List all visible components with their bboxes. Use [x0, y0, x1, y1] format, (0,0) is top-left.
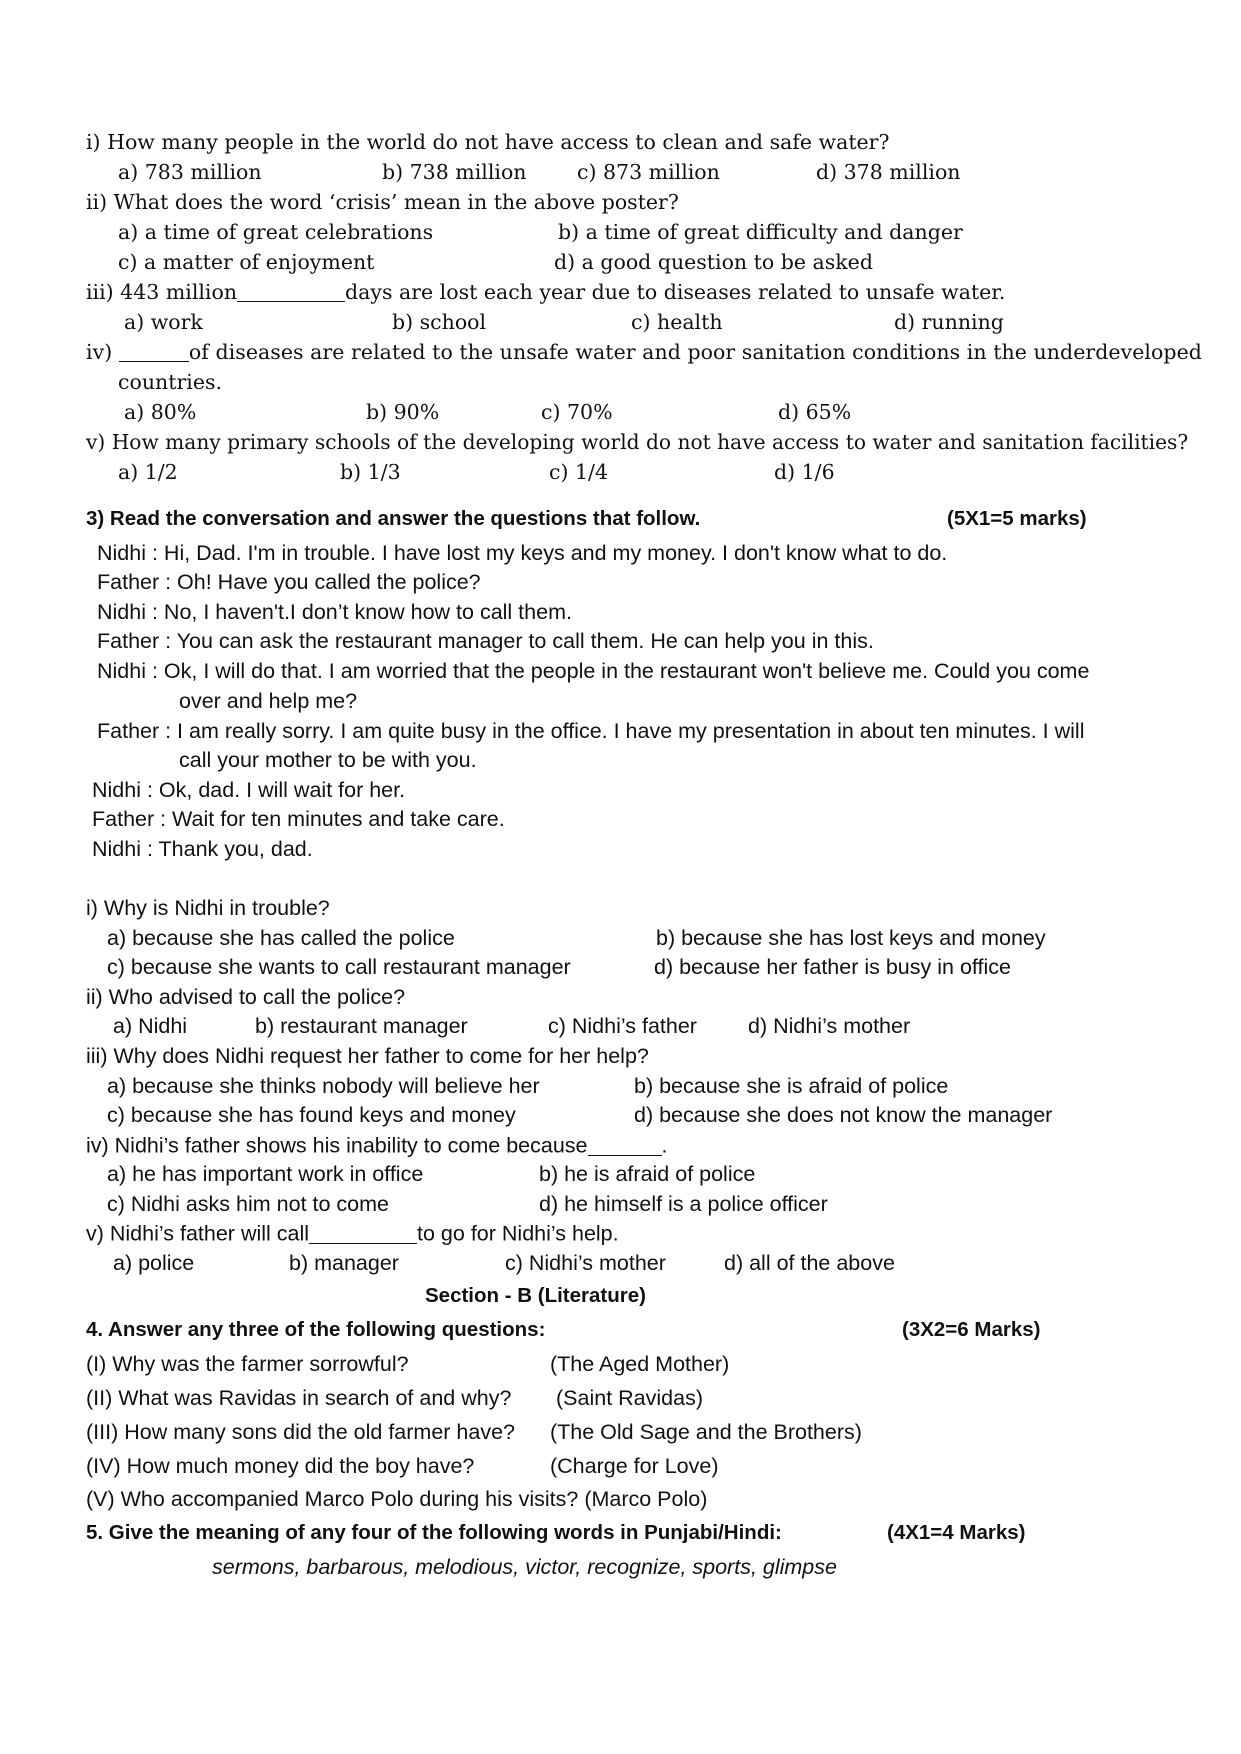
dialogue-line: Father : You can ask the restaurant manager to call them. He can help you in this. [97, 629, 874, 653]
question-suffix: . [661, 1133, 668, 1158]
marks-label: (5X1=5 marks) [947, 507, 1087, 530]
option-c: c) 873 million [577, 160, 720, 184]
option-a: a) 80% [124, 400, 197, 424]
option-d: d) because she does not know the manager [634, 1103, 1053, 1127]
dialogue-line: Nidhi : Thank you, dad. [92, 837, 313, 861]
question-suffix: of diseases are related to the unsafe water and poor sanitation conditions in the underdeveloped [188, 340, 1202, 364]
option-a: a) he has important work in office [107, 1162, 424, 1186]
option-b: b) school [392, 310, 487, 334]
question-text: iii) Why does Nidhi request her father to come for her help? [86, 1044, 649, 1068]
question-continuation: countries. [118, 370, 222, 394]
option-d: d) 65% [778, 400, 852, 424]
option-a: a) 1/2 [118, 460, 178, 484]
option-a: a) 783 million [118, 160, 262, 184]
literature-source: (Saint Ravidas) [556, 1386, 703, 1410]
option-d: d) all of the above [724, 1251, 895, 1275]
section-heading: 4. Answer any three of the following questions: [86, 1318, 546, 1341]
option-b: b) he is afraid of police [539, 1162, 756, 1186]
option-d: d) 1/6 [774, 460, 835, 484]
literature-question: (IV) How much money did the boy have? [86, 1454, 475, 1478]
dialogue-line: Father : Oh! Have you called the police? [97, 570, 481, 594]
option-a: a) a time of great celebrations [118, 220, 434, 244]
section-heading: 3) Read the conversation and answer the questions that follow. [86, 507, 701, 530]
option-d: d) because her father is busy in office [654, 955, 1011, 979]
option-d: d) a good question to be asked [554, 250, 873, 274]
literature-source: (The Aged Mother) [550, 1352, 730, 1376]
dialogue-line: Father : Wait for ten minutes and take care. [92, 807, 505, 831]
question-suffix: to go for Nidhi’s help. [417, 1221, 619, 1246]
question-text: i) How many people in the world do not have access to clean and safe water? [86, 130, 890, 154]
option-a: a) because she has called the police [107, 926, 455, 950]
literature-question: (II) What was Ravidas in search of and why? [86, 1386, 512, 1410]
question-text: ii) What does the word ‘crisis’ mean in the above poster? [86, 190, 679, 214]
dialogue-line: Father : I am really sorry. I am quite busy in the office. I have my presentation in about ten minutes. I will [97, 719, 1085, 743]
section-heading: 5. Give the meaning of any four of the following words in Punjabi/Hindi: [86, 1521, 782, 1544]
question-text: ii) Who advised to call the police? [86, 985, 406, 1009]
question-text: i) Why is Nidhi in trouble? [86, 896, 330, 920]
marks-label: (4X1=4 Marks) [887, 1521, 1026, 1544]
section-title: Section - B (Literature) [425, 1284, 646, 1307]
answer-blank [119, 341, 189, 363]
question-text: v) How many primary schools of the developing world do not have access to water and sanitation facilities? [86, 430, 1189, 454]
dialogue-line: Nidhi : No, I haven't.I don’t know how to call them. [97, 600, 572, 624]
marks-label: (3X2=6 Marks) [902, 1318, 1041, 1341]
option-c: c) Nidhi asks him not to come [107, 1192, 389, 1216]
option-b: b) restaurant manager [255, 1014, 468, 1038]
option-c: c) a matter of enjoyment [118, 250, 375, 274]
answer-blank [309, 1221, 417, 1244]
option-c: c) 70% [541, 400, 613, 424]
literature-question: (I) Why was the farmer sorrowful? [86, 1352, 409, 1376]
dialogue-line: Nidhi : Hi, Dad. I'm in trouble. I have lost my keys and my money. I don't know what to do. [97, 541, 948, 565]
literature-question [86, 1487, 707, 1513]
option-b: b) 738 million [382, 160, 527, 184]
literature-source: (Marco Polo) [584, 1487, 708, 1511]
question-text [86, 340, 1202, 365]
question-text [86, 1221, 619, 1247]
dialogue-line: Nidhi : Ok, dad. I will wait for her. [92, 778, 406, 802]
option-b: b) because she has lost keys and money [656, 926, 1046, 950]
answer-blank [588, 1133, 662, 1156]
option-b: b) 1/3 [340, 460, 401, 484]
option-a: a) Nidhi [113, 1014, 188, 1038]
question-text [86, 280, 1005, 305]
word-list: sermons, barbarous, melodious, victor, recognize, sports, glimpse [212, 1555, 837, 1579]
question-text: (V) Who accompanied Marco Polo during his visits? [86, 1487, 579, 1511]
option-d: d) 378 million [816, 160, 961, 184]
option-c: c) health [631, 310, 723, 334]
question-prefix: iii) 443 million [86, 280, 238, 304]
answer-blank [237, 281, 345, 303]
option-c: c) because she wants to call restaurant manager [107, 955, 571, 979]
dialogue-line-cont: call your mother to be with you. [179, 748, 477, 772]
option-b: b) because she is afraid of police [634, 1074, 949, 1098]
option-a: a) because she thinks nobody will believe her [107, 1074, 540, 1098]
option-d: d) running [894, 310, 1004, 334]
literature-source: (Charge for Love) [550, 1454, 719, 1478]
literature-source: (The Old Sage and the Brothers) [550, 1420, 862, 1444]
option-b: b) manager [289, 1251, 399, 1275]
option-a: a) work [124, 310, 203, 334]
question-prefix: v) Nidhi’s father will call [86, 1221, 310, 1246]
literature-question: (III) How many sons did the old farmer have? [86, 1420, 515, 1444]
option-b: b) a time of great difficulty and danger [558, 220, 963, 244]
question-prefix: iv) [86, 340, 113, 364]
dialogue-line: Nidhi : Ok, I will do that. I am worried that the people in the restaurant won't believe me. Could you come [97, 659, 1090, 683]
question-prefix: iv) Nidhi’s father shows his inability to come because [86, 1133, 588, 1158]
option-d: d) he himself is a police officer [539, 1192, 828, 1216]
question-suffix: days are lost each year due to diseases related to unsafe water. [345, 280, 1006, 304]
option-d: d) Nidhi’s mother [748, 1014, 911, 1038]
dialogue-line-cont: over and help me? [179, 689, 358, 713]
option-b: b) 90% [366, 400, 440, 424]
option-c: c) because she has found keys and money [107, 1103, 516, 1127]
option-c: c) Nidhi’s father [548, 1014, 697, 1038]
option-a: a) police [113, 1251, 195, 1275]
question-text [86, 1133, 668, 1159]
option-c: c) 1/4 [549, 460, 608, 484]
option-c: c) Nidhi’s mother [505, 1251, 666, 1275]
